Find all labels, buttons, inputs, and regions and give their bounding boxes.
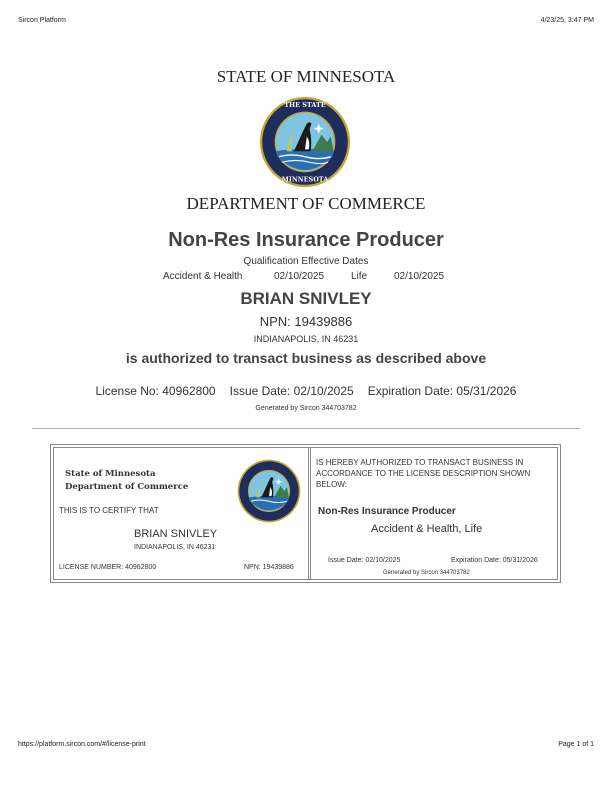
svg-text:MINNESOTA: MINNESOTA [281,175,329,184]
qualification-date-1: 02/10/2025 [274,271,325,282]
license-details-row [0,384,612,398]
qualification-heading: Qualification Effective Dates [243,256,369,267]
wallet-card-inner-border [53,447,558,580]
license-number: License No: 40962800 [95,384,216,398]
department-title: DEPARTMENT OF COMMERCE [186,194,426,213]
card-generated-by: Generated by Sircon 344703782 [383,570,470,576]
card-expiration-date: Expiration Date: 05/31/2026 [451,557,538,564]
holder-name: BRIAN SNIVLEY [240,289,372,308]
npn: NPN: 19439886 [259,314,353,329]
holder-location: INDIANAPOLIS, IN 46231 [253,334,359,344]
state-title: STATE OF MINNESOTA [216,67,396,86]
card-issuer [65,468,188,494]
authorization-statement: is authorized to transact business as described above [125,350,487,366]
qualification-date-2: 02/10/2025 [394,271,445,282]
print-header-datetime: 4/23/25, 3:47 PM [540,17,594,24]
card-authorization-line-2: ACCORDANCE TO THE LICENSE DESCRIPTION SHOWN [316,469,531,478]
card-holder-name: BRIAN SNIVLEY [134,528,218,540]
card-seal-icon [237,459,301,523]
license-type: Non-Res Insurance Producer [168,229,444,251]
expiration-date: Expiration Date: 05/31/2026 [367,384,517,398]
card-lines-of-authority: Accident & Health, Life [371,523,483,535]
wallet-card [50,444,561,583]
print-footer-page: Page 1 of 1 [558,741,594,748]
card-department: Department of Commerce [65,482,189,492]
generated-by: Generated by Sircon 344703782 [255,405,357,412]
wallet-card-divider [308,448,311,579]
card-certify: THIS IS TO CERTIFY THAT [59,506,159,515]
minnesota-seal-icon [259,96,351,188]
divider-rule [32,428,580,429]
print-footer-url: https://platform.sircon.com/#/license-print [18,741,146,748]
svg-text:THE STATE: THE STATE [284,101,326,110]
card-authorization-text [316,457,530,490]
qualification-name-1: Accident & Health [163,271,243,282]
card-npn: NPN: 19439886 [244,564,294,571]
qualification-name-2: Life [351,271,368,282]
card-authorization-line-3: BELOW: [316,480,347,489]
card-holder-location: INDIANAPOLIS, IN 46231 [134,544,216,551]
card-license-type: Non-Res Insurance Producer [318,506,456,517]
card-state: State of Minnesota [65,469,156,479]
card-authorization-line-1: IS HEREBY AUTHORIZED TO TRANSACT BUSINESS IN [316,458,524,467]
issue-date: Issue Date: 02/10/2025 [229,384,354,398]
print-header-title: Sircon Platform [18,17,66,24]
card-license-number: LICENSE NUMBER: 40962800 [59,564,157,571]
card-issue-date: Issue Date: 02/10/2025 [328,557,401,564]
